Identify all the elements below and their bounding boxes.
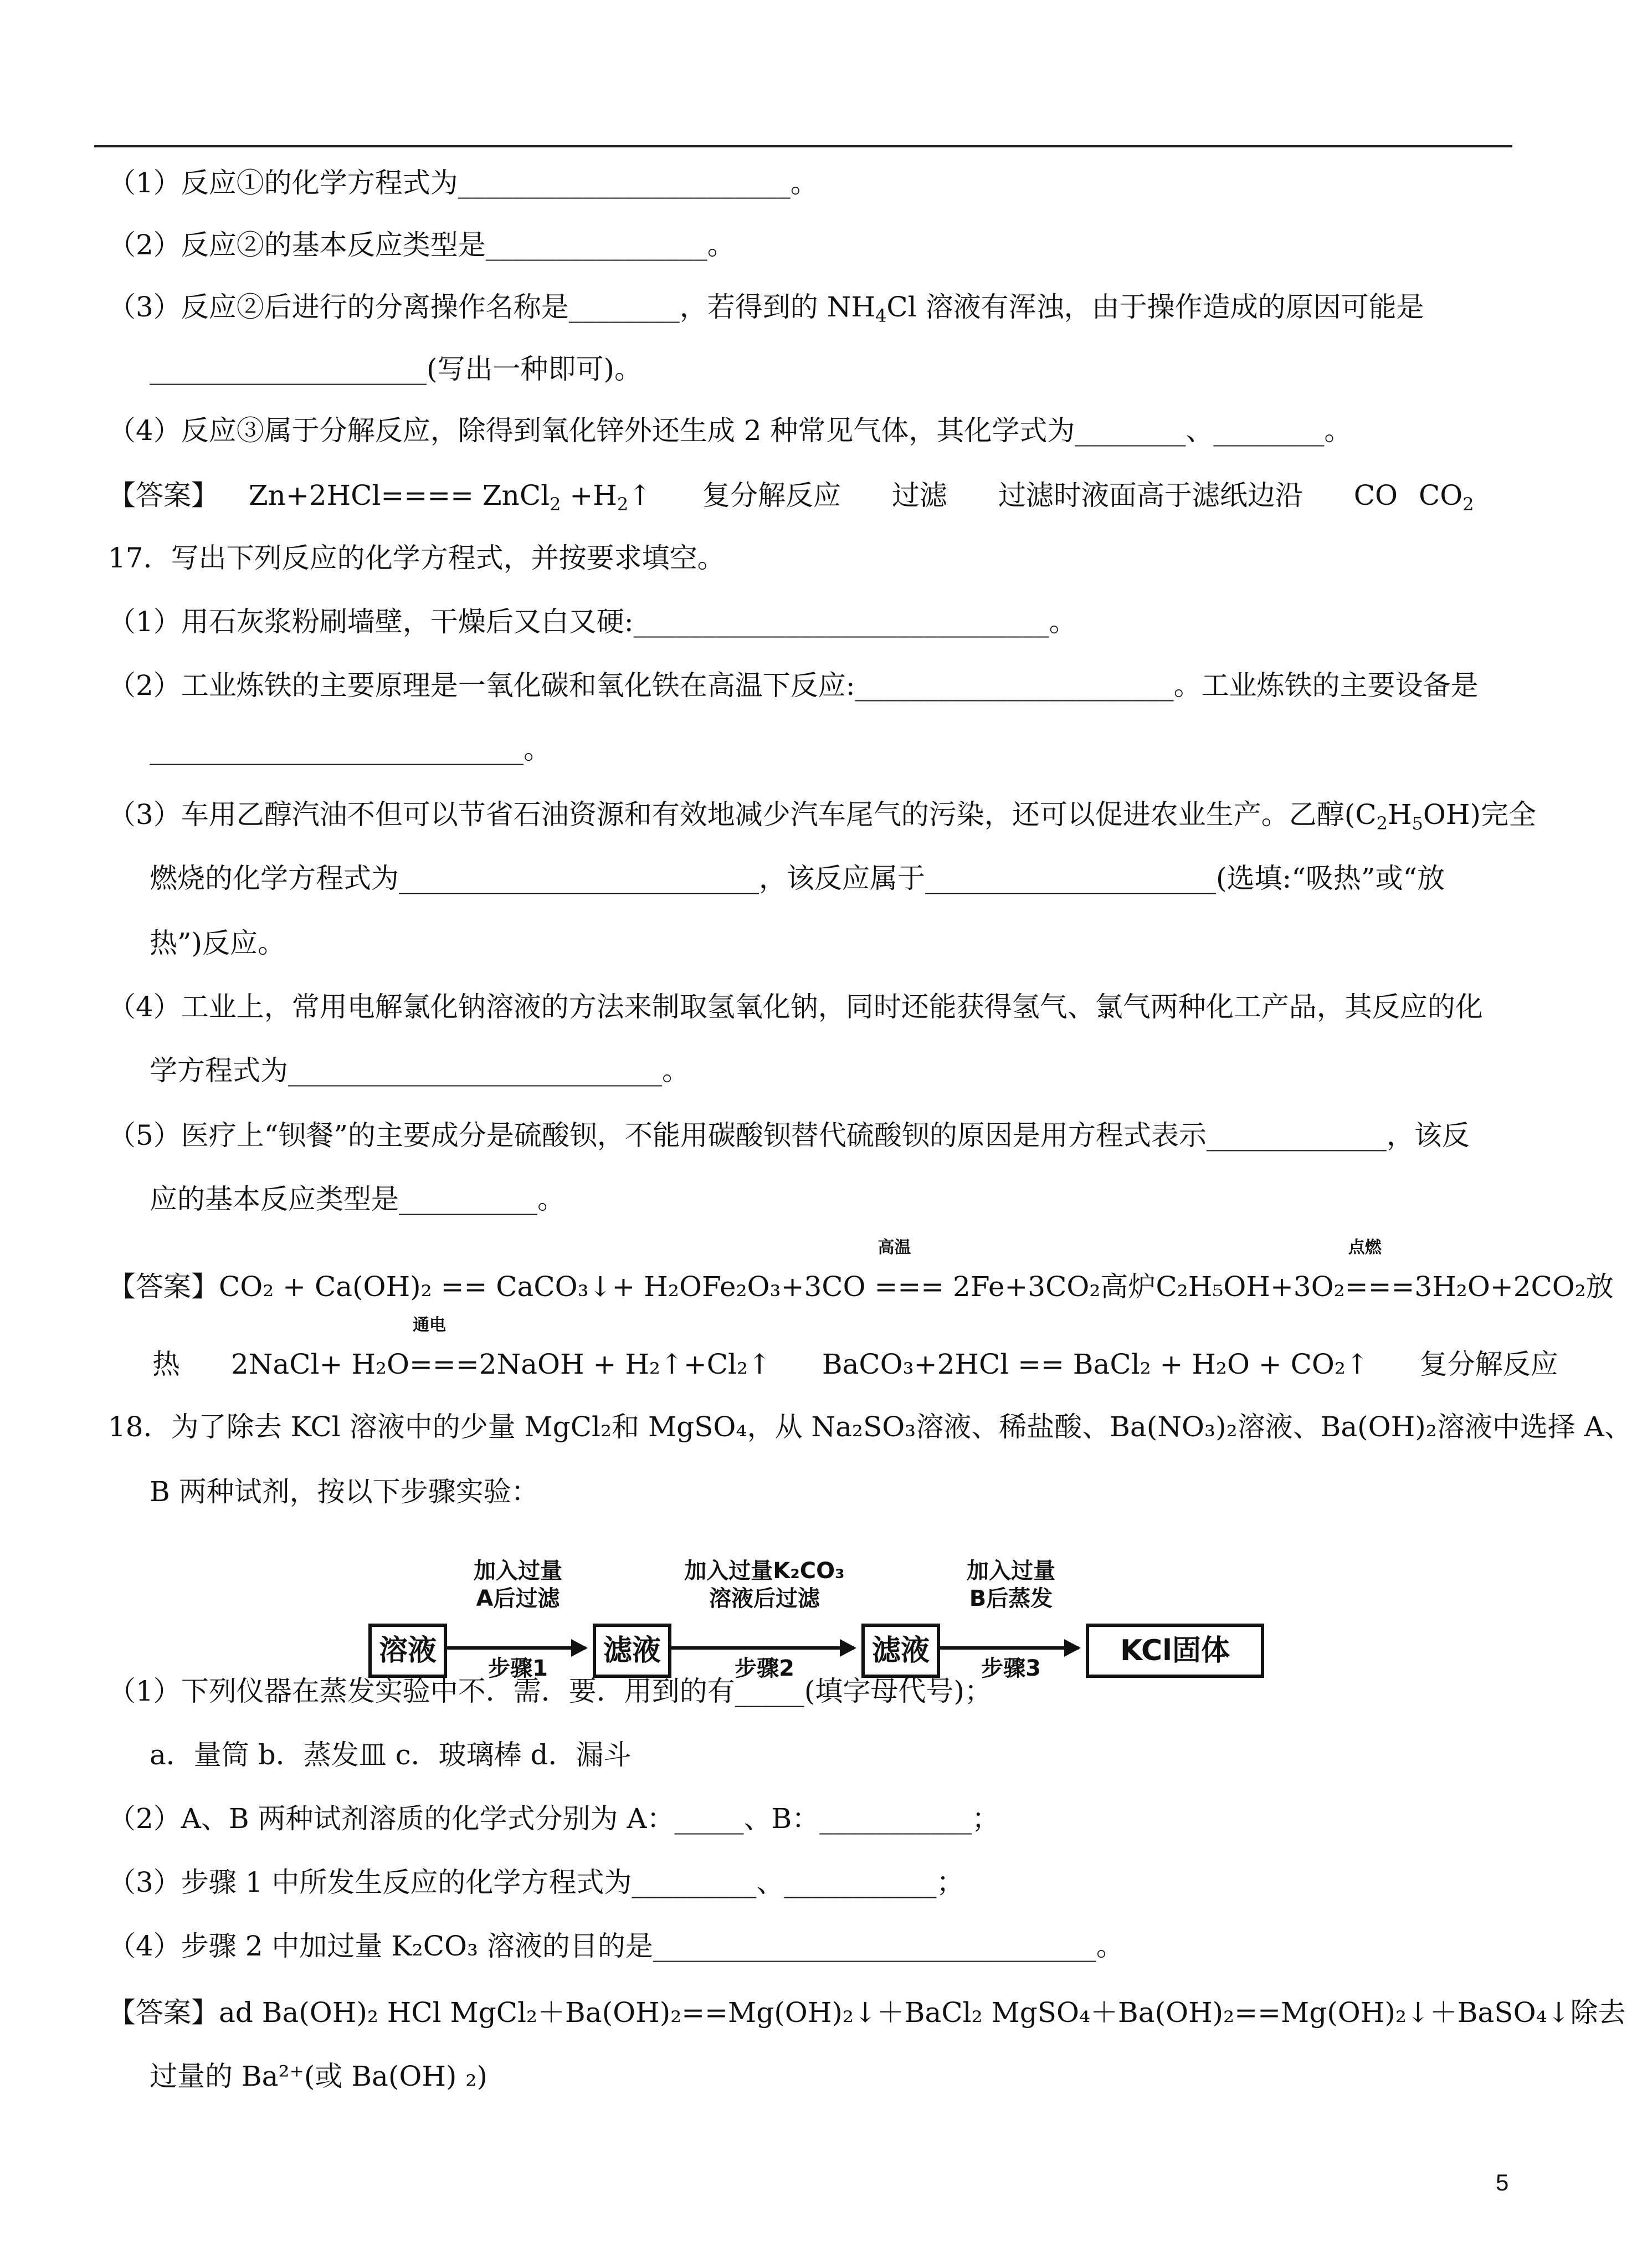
flow-step1-top: 加入过量 A后过滤 [474,1558,562,1611]
flow-arrow-1 [447,1646,586,1650]
q18-part4: （4）步骤 2 中加过量 K₂CO₃ 溶液的目的是________________________________。 [108,1930,1124,1962]
flow-step2-top: 加入过量K₂CO₃ 溶液后过滤 [684,1558,845,1611]
q17-part3: （3）车用乙醇汽油不但可以节省石油资源和有效地减少汽车尾气的污染，还可以促进农业生产。乙醇$(C_2H_5OH)$完全 [108,798,1537,834]
q18-part2: （2）A、B 两种试剂溶质的化学式分别为 A：_____、B：___________； [108,1803,1000,1835]
q17-title: 17．写出下列反应的化学方程式，并按要求填空。 [108,542,725,574]
q17-part5: （5）医疗上“钡餐”的主要成分是硫酸钡，不能用碳酸钡替代硫酸钡的原因是用方程式表示_____________，该反 [108,1119,1470,1151]
flow-arrow-3 [940,1646,1079,1650]
q17-part2-cont: ___________________________。 [150,733,551,765]
q16-part2: （2）反应②的基本反应类型是________________。 [108,229,735,261]
q18-line2: B 两种试剂，按以下步骤实验： [150,1476,539,1508]
q18-answer: 【答案】 ad Ba(OH)₂ HCl MgCl₂＋Ba(OH)₂==Mg(OH)₂↓＋BaCl₂ MgSO₄＋Ba(OH)₂==Mg(OH)₂↓＋BaSO₄↓ 除去 [108,1995,1474,2030]
q16-part4: （4）反应③属于分解反应，除得到氧化锌外还生成 2 种常见气体，其化学式为________、________。 [108,414,1352,447]
q18-part3: （3）步骤 1 中所发生反应的化学方程式为_________、___________； [108,1866,964,1898]
flow-step3-top: 加入过量 B后蒸发 [967,1558,1055,1611]
flow-step2-label: 步骤2 [735,1656,794,1681]
answer-label: 【答案】 [108,479,219,511]
q16-part1: （1）反应①的化学方程式为________________________。 [108,167,818,199]
q18-answer-cont: 过量的 Ba²⁺(或 Ba(OH) ₂) [150,2060,487,2092]
q17-part2: （2）工业炼铁的主要原理是一氧化碳和氧化铁在高温下反应:_______________________。工业炼铁的主要设备是 [108,669,1479,702]
header-rule [94,145,1512,147]
q17-answer: 【答案】 CO₂ + Ca(OH)₂ == CaCO₃↓+ H₂O Fe₂O₃+3CO 高温 === 2Fe+3CO₂ 高炉 C₂H₅OH+3O₂ 点燃 ===3H₂O+2CO₂ 放 [108,1269,1474,1304]
answer-label: 【答案】 [108,1271,219,1303]
q17-part4-cont: 学方程式为___________________________。 [150,1054,690,1087]
q16-part3-cont: ____________________(写出一种即可)。 [150,353,643,385]
flow-box-solution: 溶液 [368,1624,447,1678]
q16-answer: 【答案】 Zn+2HCl==== ZnCl$_2$ $+H_2↑$ 复分解反应 过滤 过滤时液面高于滤纸边沿 CO $CO_2$ [108,479,1474,515]
flow-box-kcl-solid: KCl固体 [1086,1624,1264,1678]
q17-part5-cont: 应的基本反应类型是__________。 [150,1183,565,1215]
flow-box-filtrate-2: 滤液 [861,1624,940,1678]
flow-step3-label: 步骤3 [981,1656,1041,1681]
q18-line1: 18．为了除去 KCl 溶液中的少量 MgCl₂和 MgSO₄，从 Na₂SO₃溶液、稀盐酸、Ba(NO₃)₂溶液、Ba(OH)₂溶液中选择 A、 [108,1411,1632,1443]
page-number: 5 [1496,2169,1509,2195]
q16-part3: （3）反应②后进行的分离操作名称是________，若得到的 $NH_4Cl$ 溶液有浑浊，由于操作造成的原因可能是 [108,291,1424,326]
q18-options: a．量筒 b．蒸发皿 c．玻璃棒 d．漏斗 [150,1739,632,1771]
q18-part1: （1）下列仪器在蒸发实验中不．需．要．用到的有_____(填字母代号)； [108,1675,992,1707]
q17-part3-cont: 燃烧的化学方程式为__________________________，该反应属于_____________________(选填:“吸热”或“放 [150,862,1445,894]
q17-part1: （1）用石灰浆粉刷墙壁，干燥后又白又硬:______________________________。 [108,606,1077,638]
flow-step1-label: 步骤1 [488,1656,548,1681]
q17-answer-cont: 热 2NaCl+ H₂O 通电 ===2NaOH + H₂↑+Cl₂↑ BaCO₃+2HCl == BaCl₂ + H₂O + CO₂↑ 复分解反应 [152,1315,1558,1380]
flow-box-filtrate-1: 滤液 [593,1624,671,1678]
q17-part4: （4）工业上，常用电解氯化钠溶液的方法来制取氢氧化钠，同时还能获得氢气、氯气两种化工产品，其反应的化 [108,991,1483,1023]
q17-part3-cont2: 热”)反应。 [150,927,286,959]
flow-arrow-2 [671,1646,854,1650]
answer-label: 【答案】 [108,1996,219,2029]
